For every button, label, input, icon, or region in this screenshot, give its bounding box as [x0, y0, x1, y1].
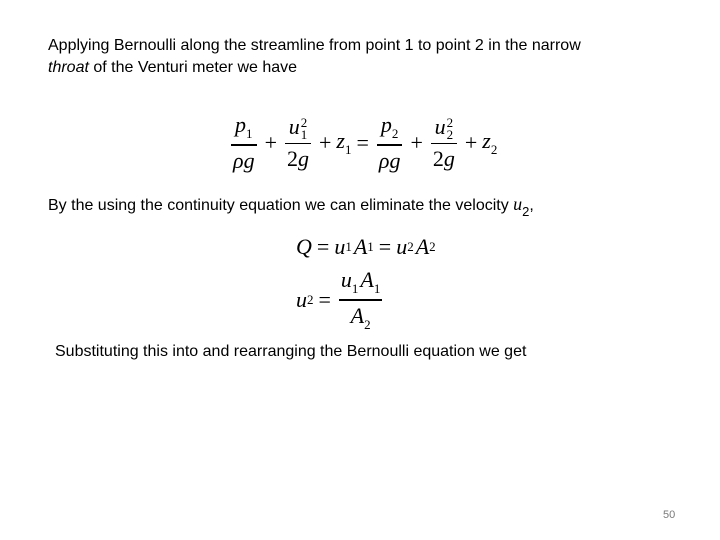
- intro-paragraph: [48, 35, 688, 79]
- bernoulli-equation: $\frac{p_1}{\rho g}$ + u 2 1 2g + $z_1$ = $\frac{p_2}{\rho g}$ + u 2 2 2g + $z_2$: [233, 112, 498, 173]
- velocity-equation: u 2 = $\frac{u_1A_1}{A_2}$: [296, 267, 381, 332]
- pressure-head-1: $\frac{p_1}{\rho g}$: [233, 112, 255, 173]
- velocity-head-1: u 2 1 2g: [286, 113, 309, 172]
- substitution-paragraph: Substituting this into and rearranging the Bernoulli equation we get: [55, 343, 527, 360]
- velocity-symbol: u: [513, 194, 523, 214]
- velocity-subscript: 2: [522, 204, 530, 219]
- intro-italic-word: throat: [48, 59, 89, 76]
- elevation-1: $z_1$: [336, 128, 352, 157]
- continuity-paragraph: [48, 193, 534, 223]
- intro-text-1: Applying Bernoulli along the streamline from point 1 to point 2 in the narrow: [48, 37, 581, 54]
- continuity-equation: Q = u 1 A 1 = u 2 A 2: [296, 234, 436, 259]
- velocity-head-2: u 2 2 2g: [432, 113, 455, 172]
- continuity-text: By the using the continuity equation we can eliminate the velocity: [48, 197, 509, 214]
- elevation-2: $z_2$: [482, 128, 498, 157]
- intro-text-2: of the Venturi meter we have: [93, 59, 298, 76]
- trailing-comma: ,: [529, 197, 534, 214]
- pressure-head-2: $\frac{p_2}{\rho g}$: [378, 112, 401, 173]
- page-number: 50: [663, 509, 676, 521]
- area-ratio-fraction: $\frac{u_1A_1}{A_2}$: [340, 267, 381, 332]
